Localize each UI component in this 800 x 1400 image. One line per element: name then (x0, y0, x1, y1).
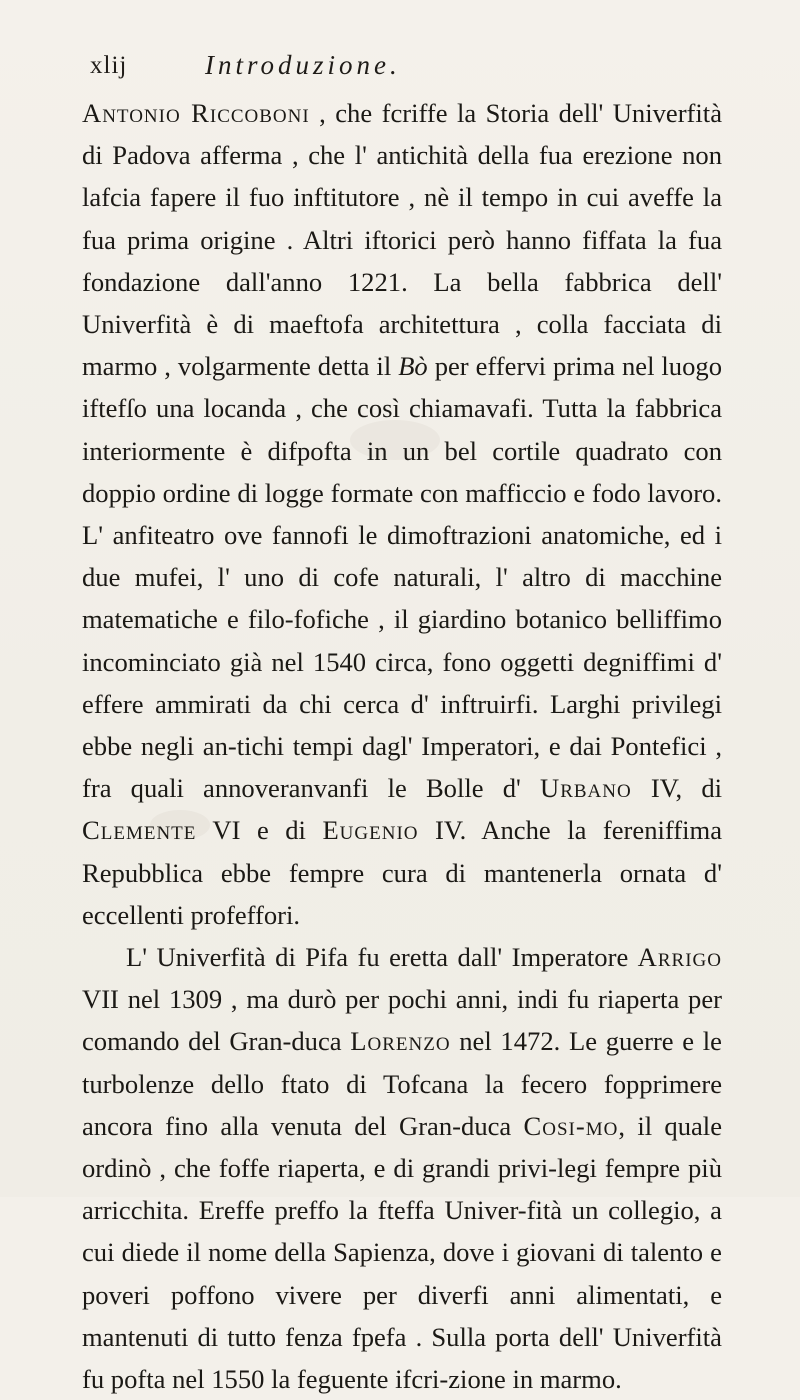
paragraph-padova: Antonio Riccoboni , che fcriffe la Storia dell' Univerfità di Padova afferma , che l' antichità della fua erezione non lafcia fapere il fuo inftitutore , nè il tempo in cui aveffe la fua prima origine . Altri iftorici però hanno fiffata la fua fondazione dall'anno 1221. La bella fabbrica dell' Univerfità è di maeftofa architettura , colla facciata di marmo , volgarmente detta il Bò per effervi prima nel luogo iftefſo una locanda , che così chiamavafi. Tutta la fabbrica interiormente è difpofta in un bel cortile quadrato con doppio ordine di logge formate con mafficcio e fodo lavoro. L' anfiteatro ove fannofi le dimoftrazioni anatomiche, ed i due mufei, l' uno di cofe naturali, l' altro di macchine matematiche e filo-fofiche , il giardino botanico belliffimo incominciato già nel 1540 circa, fono oggetti degniffimi d' effere ammirati da chi cerca d' inftruirfi. Larghi privilegi ebbe negli an-tichi tempi dagl' Imperatori, e dai Pontefici , fra quali annoveranvanfi le Bolle d' Urbano IV, di Clemente VI e di Eugenio IV. Anche la fereniffima Repubblica ebbe fempre cura di mantenerla ornata d' eccellenti profeffori. (82, 98, 723, 930)
paragraph-pisa: L' Univerfità di Pifa fu eretta dall' Imperatore Arrigo VII nel 1309 , ma durò per pochi anni, indi fu riaperta per comando del Gran-duca Lorenzo nel 1472. Le guerre e le turbolenze dello ftato di Tofcana la fecero fopprimere ancora fino alla venuta del Gran-duca Cosi-mo, il quale ordinò , che foffe riaperta, e di grandi privi-legi fempre più arricchita. Ereffe preffo la fteffa Univer-fità un collegio, a cui diede il nome della Sapienza, dove i giovani di talento e poveri poffono vivere per diverfi anni alimentati, e mantenuti di tutto fenza fpefa . Sulla porta dell' Univerfità fu pofta nel 1550 la feguente ifcri-zione in marmo. (82, 942, 722, 1395)
person-name: Eugenio (322, 815, 419, 846)
person-name: Lorenzo (350, 1026, 451, 1057)
running-head (90, 52, 710, 92)
person-name: Clemente (82, 815, 197, 846)
person-name: Antonio Riccoboni (82, 98, 310, 128)
body-text (82, 92, 722, 1400)
person-name: Urbano (539, 773, 632, 804)
chapter-title: Introduzione. (205, 50, 401, 80)
italic-term: Bò (398, 351, 428, 382)
person-name: Cosi-mo (523, 1110, 619, 1141)
person-name: Arrigo (637, 942, 722, 973)
page-number: xlij (90, 52, 128, 79)
